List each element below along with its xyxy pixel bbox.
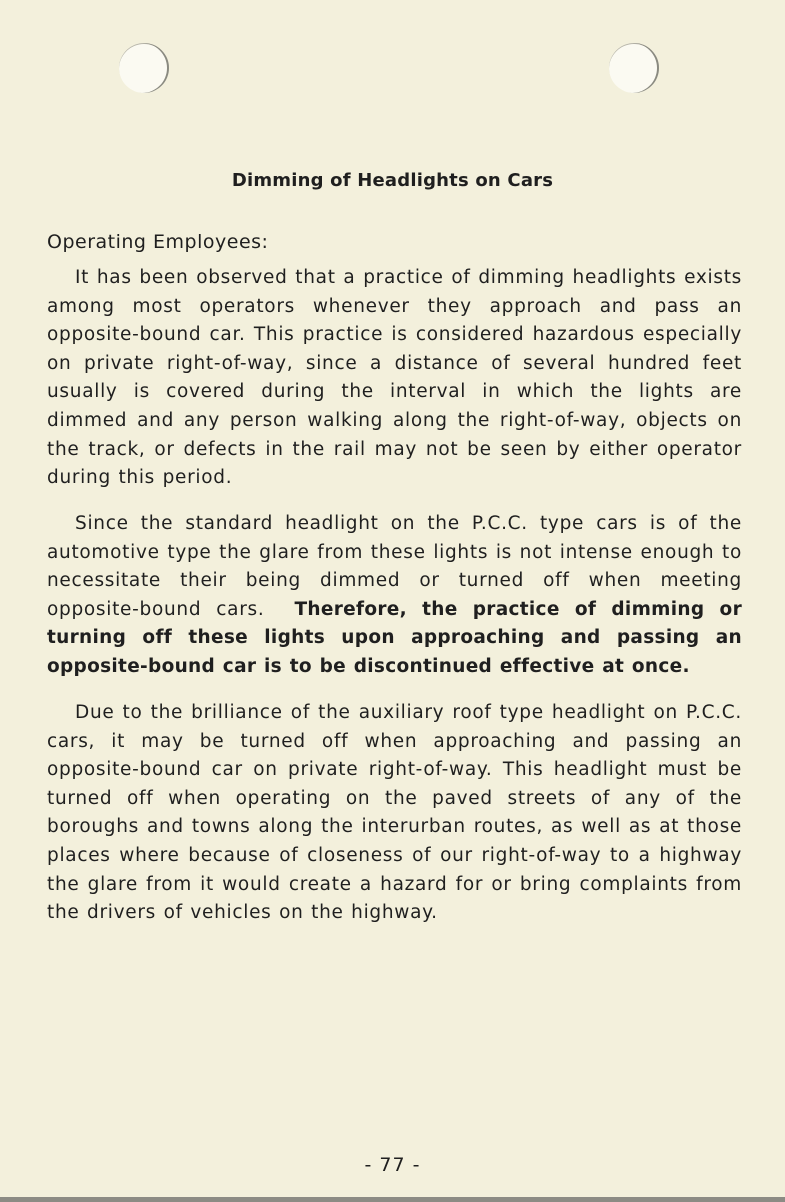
- paragraph-3-text: Due to the brilliance of the auxiliary roof type headlight on P.C.C. cars, it may be turned off when approaching and passing an opposite-bound car on private right-of-way. This headlight must be turned off when operating on the paved streets of any of the boroughs and towns along the interurban routes, as well as at those places where because of closeness of our right-of-way to a highway the glare from it would create a hazard for or bring complaints from the drivers of vehicles on the highway.: [47, 702, 742, 924]
- binder-hole-left: [119, 43, 169, 93]
- paragraph-2: [47, 510, 742, 682]
- paragraph-3: [47, 699, 742, 928]
- salutation: Operating Employees:: [47, 231, 269, 253]
- page-title: Dimming of Headlights on Cars: [231, 170, 554, 191]
- paragraph-1: [47, 264, 742, 493]
- paragraph-2-text: Since the standard headlight on the P.C.C. type cars is of the automotive type the glare from these lights is not intense enough to necessitate their being dimmed or turned off when meeting opposite-bound cars.: [47, 513, 742, 620]
- paragraph-2-emphasis: Therefore, the practice of dimming or turning off these lights upon approaching and passing an opposite-bound car is to be discontinued effective at once.: [47, 598, 742, 677]
- page-number: - 77 -: [364, 1154, 421, 1176]
- paragraph-1-text: It has been observed that a practice of dimming headlights exists among most operators whenever they approach and pass an opposite-bound car. This practice is considered hazardous especially on private right-of-way, since a distance of several hundred feet usually is covered during the interval in which the lights are dimmed and any person walking along the right-of-way, objects on the track, or defects in the rail may not be seen by either operator during this period.: [47, 267, 742, 489]
- binder-hole-right: [609, 43, 659, 93]
- page-bottom-edge: [0, 1197, 785, 1202]
